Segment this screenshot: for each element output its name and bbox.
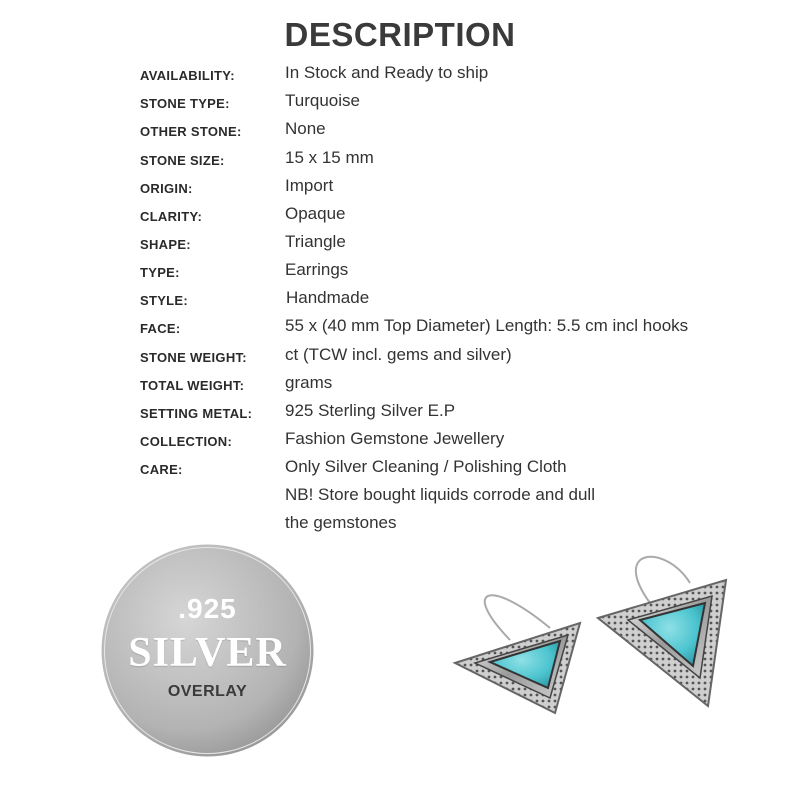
spec-row-shape (140, 229, 790, 257)
spec-row-collection (140, 426, 790, 454)
spec-row-setting-metal (140, 398, 790, 426)
spec-label: AVAILABILITY: (140, 68, 235, 83)
badge-purity: .925 (178, 593, 237, 624)
spec-row-total-weight (140, 370, 790, 398)
spec-label: FACE: (140, 321, 181, 336)
spec-value: grams (285, 373, 333, 392)
spec-value: Turquoise (285, 91, 360, 110)
spec-row-stone-type (140, 88, 790, 116)
spec-value: Opaque (285, 204, 346, 223)
spec-value: Handmade (286, 288, 370, 307)
spec-row-other-stone (140, 116, 790, 144)
silver-overlay-badge (100, 543, 315, 758)
right-earring (598, 580, 726, 706)
spec-label: OTHER STONE: (140, 124, 242, 139)
earrings-photo (450, 548, 750, 718)
spec-label: COLLECTION: (140, 434, 233, 449)
spec-value: None (285, 119, 326, 138)
spec-row-care (140, 454, 790, 482)
spec-value: In Stock and Ready to ship (285, 63, 489, 82)
spec-label: STONE WEIGHT: (140, 350, 247, 365)
spec-label: STONE TYPE: (140, 96, 230, 111)
spec-row-origin (140, 173, 790, 201)
spec-value: 925 Sterling Silver E.P (285, 401, 456, 420)
spec-value: Import (285, 176, 334, 195)
spec-label: TYPE: (140, 265, 180, 280)
spec-label: TOTAL WEIGHT: (140, 378, 245, 393)
care-note-line: the gemstones (285, 513, 397, 532)
spec-row-clarity (140, 201, 790, 229)
spec-value: Fashion Gemstone Jewellery (285, 429, 505, 448)
spec-value: 55 x (40 mm Top Diameter) Length: 5.5 cm incl hooks (285, 316, 689, 335)
spec-label: STONE SIZE: (140, 153, 225, 168)
spec-label: SHAPE: (140, 237, 191, 252)
spec-label: CLARITY: (140, 209, 203, 224)
spec-row-stone-weight (140, 342, 790, 370)
spec-value: Only Silver Cleaning / Polishing Cloth (285, 457, 567, 476)
care-note-line: NB! Store bought liquids corrode and dull (285, 485, 595, 504)
spec-label: STYLE: (140, 293, 189, 308)
spec-value: Earrings (285, 260, 349, 279)
badge-finish: OVERLAY (167, 683, 248, 700)
spec-row-stone-size (140, 145, 790, 173)
spec-row-face (140, 313, 790, 341)
page-title: DESCRIPTION (284, 16, 516, 53)
badge-metal: SILVER (128, 630, 287, 676)
spec-row-style (140, 285, 790, 313)
spec-value: ct (TCW incl. gems and silver) (285, 345, 512, 364)
spec-label: SETTING METAL: (140, 406, 253, 421)
spec-value: 15 x 15 mm (285, 148, 374, 167)
spec-row-availability (140, 60, 790, 88)
spec-value: Triangle (285, 232, 346, 251)
spec-label: CARE: (140, 462, 183, 477)
spec-row-type (140, 257, 790, 285)
left-earring (455, 623, 580, 713)
spec-label: ORIGIN: (140, 181, 193, 196)
